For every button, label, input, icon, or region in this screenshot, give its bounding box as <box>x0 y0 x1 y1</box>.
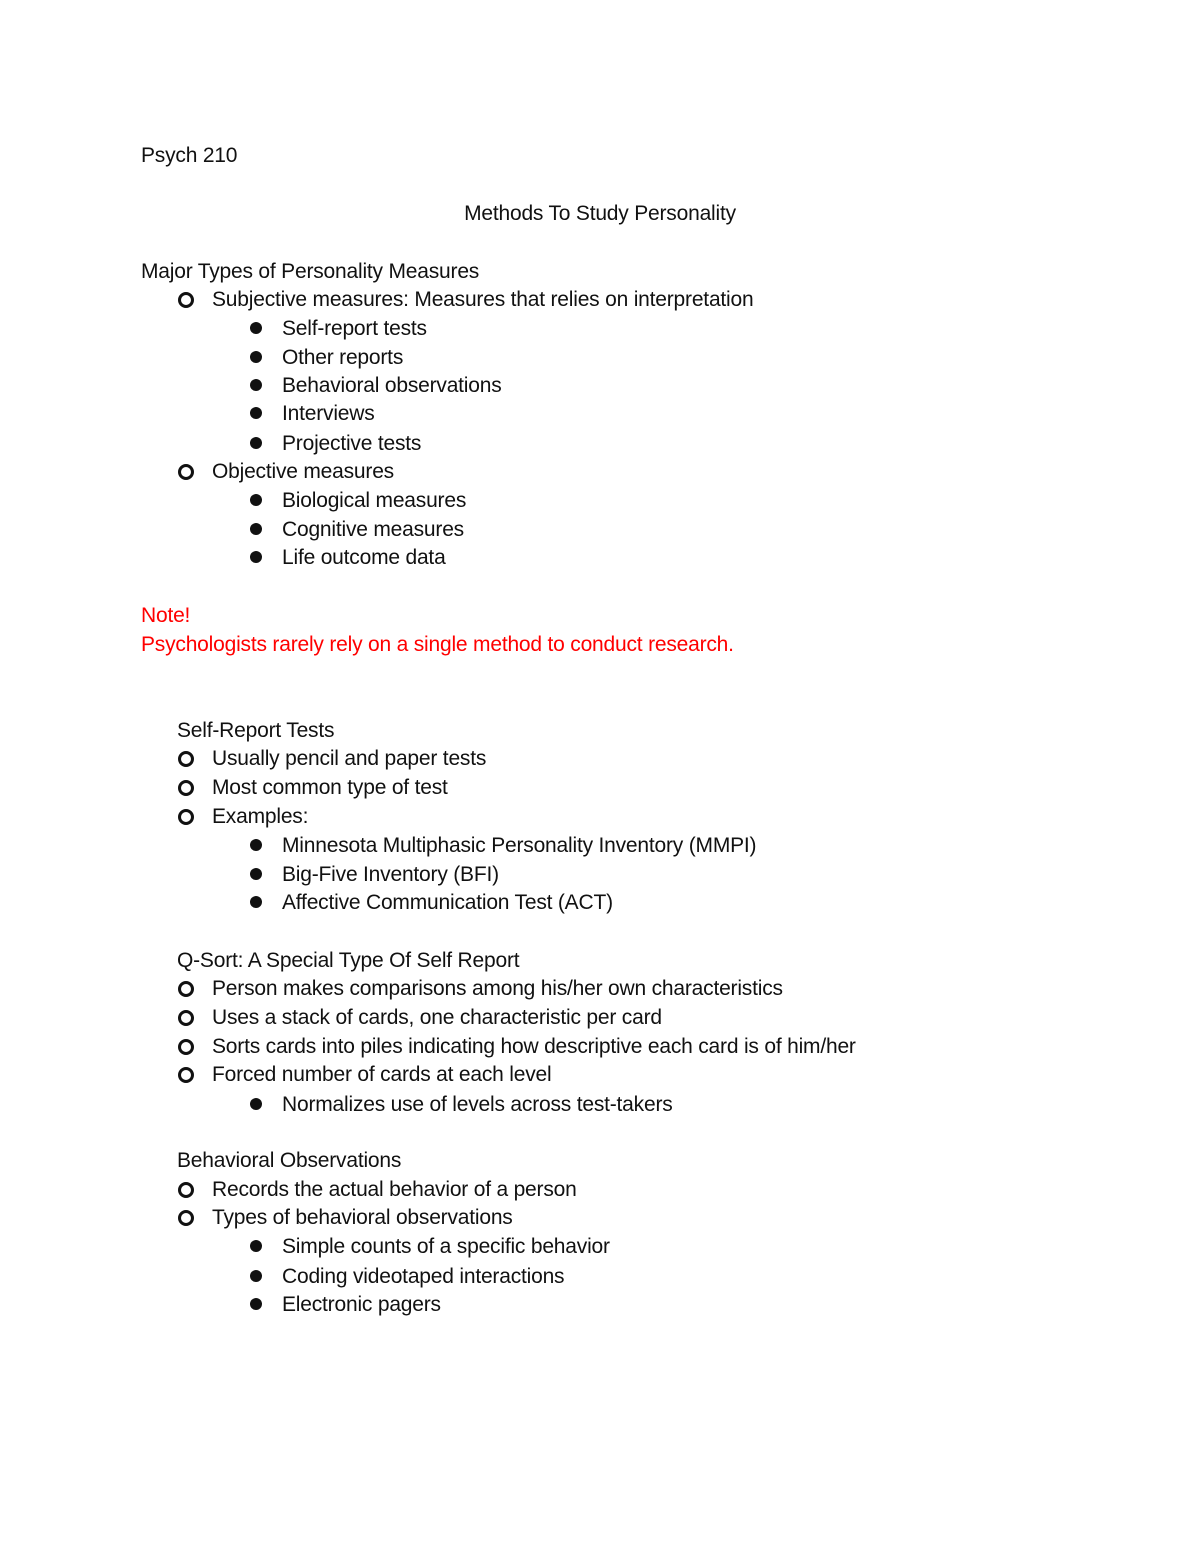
hollow-bullet-icon <box>178 751 194 767</box>
sub-list-item: Self-report tests <box>282 317 427 340</box>
hollow-bullet-icon <box>178 464 194 480</box>
filled-bullet-icon <box>250 523 262 535</box>
filled-bullet-icon <box>250 1240 262 1252</box>
filled-bullet-icon <box>250 322 262 334</box>
sub-list-item: Biological measures <box>282 489 467 512</box>
filled-bullet-icon <box>250 868 262 880</box>
sub-list-item: Electronic pagers <box>282 1293 441 1316</box>
hollow-bullet-icon <box>178 780 194 796</box>
sub-list-item: Minnesota Multiphasic Personality Inventory (MMPI) <box>282 834 757 857</box>
page-title: Methods To Study Personality <box>464 202 736 225</box>
filled-bullet-icon <box>250 896 262 908</box>
list-item: Subjective measures: Measures that relies on interpretation <box>212 288 754 311</box>
filled-bullet-icon <box>250 379 262 391</box>
filled-bullet-icon <box>250 351 262 363</box>
sub-list-item: Normalizes use of levels across test-takers <box>282 1093 673 1116</box>
list-item: Examples: <box>212 805 309 828</box>
list-item: Records the actual behavior of a person <box>212 1178 577 1201</box>
hollow-bullet-icon <box>178 1067 194 1083</box>
hollow-bullet-icon <box>178 809 194 825</box>
sub-list-item: Behavioral observations <box>282 374 502 397</box>
list-item: Person makes comparisons among his/her own characteristics <box>212 977 783 1000</box>
filled-bullet-icon <box>250 1098 262 1110</box>
sub-list-item: Simple counts of a specific behavior <box>282 1235 610 1258</box>
filled-bullet-icon <box>250 437 262 449</box>
filled-bullet-icon <box>250 1270 262 1282</box>
sub-list-item: Other reports <box>282 346 404 369</box>
filled-bullet-icon <box>250 551 262 563</box>
hollow-bullet-icon <box>178 1039 194 1055</box>
hollow-bullet-icon <box>178 1010 194 1026</box>
sub-list-item: Life outcome data <box>282 546 446 569</box>
list-item: Usually pencil and paper tests <box>212 747 487 770</box>
hollow-bullet-icon <box>178 981 194 997</box>
section-heading: Behavioral Observations <box>177 1149 402 1172</box>
sub-list-item: Projective tests <box>282 432 422 455</box>
sub-list-item: Big-Five Inventory (BFI) <box>282 863 499 886</box>
course-label: Psych 210 <box>141 144 238 167</box>
note-text: Psychologists rarely rely on a single method to conduct research. <box>141 633 734 656</box>
list-item: Objective measures <box>212 460 394 483</box>
section-heading: Self-Report Tests <box>177 719 335 742</box>
list-item: Most common type of test <box>212 776 448 799</box>
list-item: Sorts cards into piles indicating how descriptive each card is of him/her <box>212 1035 856 1058</box>
hollow-bullet-icon <box>178 1210 194 1226</box>
filled-bullet-icon <box>250 494 262 506</box>
sub-list-item: Coding videotaped interactions <box>282 1265 565 1288</box>
filled-bullet-icon <box>250 839 262 851</box>
filled-bullet-icon <box>250 1298 262 1310</box>
note-label: Note! <box>141 604 191 627</box>
sub-list-item: Affective Communication Test (ACT) <box>282 891 613 914</box>
list-item: Types of behavioral observations <box>212 1206 513 1229</box>
hollow-bullet-icon <box>178 292 194 308</box>
section-heading: Major Types of Personality Measures <box>141 260 480 283</box>
list-item: Forced number of cards at each level <box>212 1063 552 1086</box>
section-heading: Q-Sort: A Special Type Of Self Report <box>177 949 520 972</box>
sub-list-item: Cognitive measures <box>282 518 464 541</box>
hollow-bullet-icon <box>178 1182 194 1198</box>
list-item: Uses a stack of cards, one characteristic per card <box>212 1006 662 1029</box>
sub-list-item: Interviews <box>282 402 375 425</box>
filled-bullet-icon <box>250 407 262 419</box>
